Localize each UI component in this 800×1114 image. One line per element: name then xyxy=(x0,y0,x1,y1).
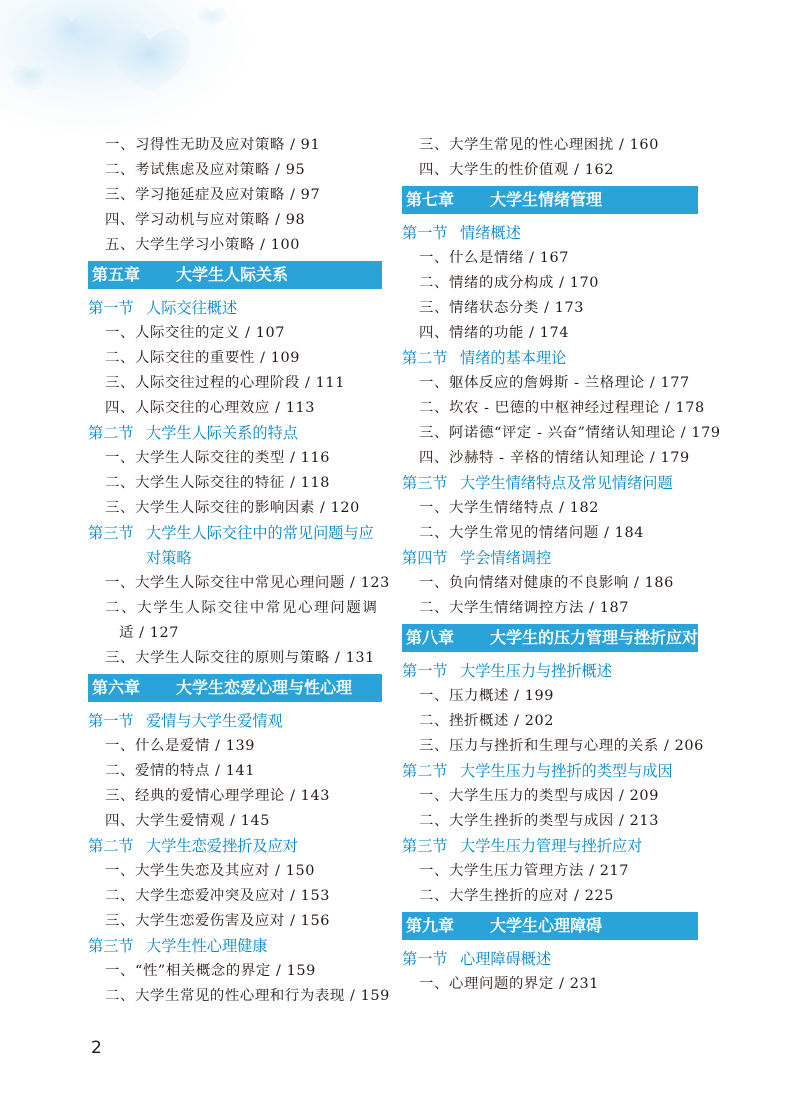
section-number: 第一节 xyxy=(88,299,134,317)
section-heading[interactable] xyxy=(402,659,698,684)
toc-right-column xyxy=(402,133,721,997)
toc-entry[interactable]: 二、大学生挫折的类型与成因 / 213 xyxy=(419,813,659,829)
chapter-heading-6[interactable] xyxy=(88,671,382,709)
toc-entry[interactable]: 一、压力概述 / 199 xyxy=(419,688,555,704)
chapter-heading-5[interactable] xyxy=(88,258,382,296)
section-heading[interactable] xyxy=(402,759,698,784)
section-title: 情绪概述 xyxy=(460,224,521,242)
section-title: 大学生情绪特点及常见情绪问题 xyxy=(460,474,673,492)
chapter-heading-9[interactable] xyxy=(402,909,698,947)
toc-entry[interactable]: 二、大学生挫折的应对 / 225 xyxy=(419,888,614,904)
toc-entry[interactable]: 一、大学生压力管理方法 / 217 xyxy=(419,863,629,879)
toc-entry[interactable]: 三、大学生常见的性心理困扰 / 160 xyxy=(419,137,659,153)
section-heading[interactable] xyxy=(88,934,382,959)
section-number: 第二节 xyxy=(88,837,134,855)
chapter-bar xyxy=(402,912,698,940)
toc-entry[interactable]: 一、什么是爱情 / 139 xyxy=(105,738,255,754)
toc-entry[interactable]: 三、大学生人际交往的原则与策略 / 131 xyxy=(105,650,375,666)
toc-entry[interactable]: 一、大学生情绪特点 / 182 xyxy=(419,500,599,516)
toc-entry[interactable]: 二、考试焦虑及应对策略 / 95 xyxy=(105,162,306,178)
toc-entry[interactable]: 一、什么是情绪 / 167 xyxy=(419,250,569,266)
section-title: 大学生压力管理与挫折应对 xyxy=(460,837,643,855)
section-title: 大学生人际关系的特点 xyxy=(146,424,298,442)
section-title: 学会情绪调控 xyxy=(460,549,552,567)
toc-entry[interactable]: 四、人际交往的心理效应 / 113 xyxy=(105,400,315,416)
section-heading[interactable] xyxy=(88,521,382,546)
section-title: 爱情与大学生爱情观 xyxy=(146,712,283,730)
section-number: 第三节 xyxy=(88,937,134,955)
section-heading[interactable] xyxy=(88,834,382,859)
toc-entry[interactable]: 三、经典的爱情心理学理论 / 143 xyxy=(105,788,330,804)
chapter-number: 第六章 xyxy=(92,678,141,697)
chapter-title: 大学生心理障碍 xyxy=(490,916,603,935)
chapter-title: 大学生的压力管理与挫折应对 xyxy=(490,628,699,647)
page-number: 2 xyxy=(91,1038,102,1058)
section-number: 第三节 xyxy=(88,524,134,542)
chapter-number: 第九章 xyxy=(406,916,455,935)
section-heading[interactable] xyxy=(402,947,698,972)
toc-entry[interactable]: 二、大学生常见的性心理和行为表现 / 159 xyxy=(105,988,390,1004)
toc-entry[interactable]: 二、大学生人际交往的特征 / 118 xyxy=(105,475,330,491)
section-heading[interactable] xyxy=(88,709,382,734)
section-title: 大学生人际交往中的常见问题与应 xyxy=(146,524,374,542)
toc-entry[interactable]: 二、大学生常见的情绪问题 / 184 xyxy=(419,525,644,541)
toc-entry[interactable]: 二、大学生恋爱冲突及应对 / 153 xyxy=(105,888,330,904)
section-title: 情绪的基本理论 xyxy=(460,349,567,367)
toc-entry[interactable]: 四、学习动机与应对策略 / 98 xyxy=(105,212,306,228)
section-number: 第一节 xyxy=(402,224,448,242)
chapter-heading-7[interactable] xyxy=(402,183,698,221)
chapter-bar xyxy=(88,674,382,702)
toc-entry[interactable]: 三、大学生人际交往的影响因素 / 120 xyxy=(105,500,360,516)
toc-entry[interactable]: 二、爱情的特点 / 141 xyxy=(105,763,255,779)
section-title: 人际交往概述 xyxy=(146,299,238,317)
chapter-bar xyxy=(402,624,698,652)
toc-entry[interactable]: 二、挫折概述 / 202 xyxy=(419,713,555,729)
toc-entry[interactable]: 一、“性”相关概念的界定 / 159 xyxy=(105,963,316,979)
toc-entry[interactable]: 一、习得性无助及应对策略 / 91 xyxy=(105,137,321,153)
section-number: 第一节 xyxy=(402,950,448,968)
section-number: 第二节 xyxy=(88,424,134,442)
section-number: 第一节 xyxy=(402,662,448,680)
toc-entry[interactable]: 一、大学生人际交往中常见心理问题 / 123 xyxy=(105,575,390,591)
toc-entry[interactable]: 一、心理问题的界定 / 231 xyxy=(419,976,599,992)
toc-entry[interactable]: 四、大学生爱情观 / 145 xyxy=(105,813,270,829)
chapter-title: 大学生人际关系 xyxy=(176,265,289,284)
toc-entry[interactable]: 四、大学生的性价值观 / 162 xyxy=(419,162,614,178)
section-heading[interactable] xyxy=(402,221,698,246)
toc-entry[interactable]: 三、学习拖延症及应对策略 / 97 xyxy=(105,187,321,203)
toc-entry[interactable]: 一、躯体反应的詹姆斯 - 兰格理论 / 177 xyxy=(419,375,690,391)
toc-entry-continuation[interactable]: 适 / 127 xyxy=(119,625,180,641)
chapter-title: 大学生情绪管理 xyxy=(490,190,603,209)
toc-entry[interactable]: 五、大学生学习小策略 / 100 xyxy=(105,237,300,253)
section-title: 大学生压力与挫折的类型与成因 xyxy=(460,762,673,780)
section-number: 第一节 xyxy=(88,712,134,730)
section-number: 第二节 xyxy=(402,349,448,367)
toc-entry[interactable]: 四、情绪的功能 / 174 xyxy=(419,325,569,341)
chapter-bar xyxy=(402,186,698,214)
toc-entry[interactable]: 一、大学生压力的类型与成因 / 209 xyxy=(419,788,659,804)
section-title: 大学生性心理健康 xyxy=(146,937,268,955)
chapter-bar xyxy=(88,261,382,289)
section-number: 第三节 xyxy=(402,837,448,855)
section-heading[interactable] xyxy=(402,834,698,859)
toc-entry[interactable]: 二、大学生人际交往中常见心理问题调 xyxy=(105,600,379,616)
toc-entry[interactable]: 三、阿诺德“评定 - 兴奋”情绪认知理论 / 179 xyxy=(419,425,721,441)
chapter-number: 第五章 xyxy=(92,265,141,284)
section-number: 第四节 xyxy=(402,549,448,567)
toc-entry[interactable]: 二、情绪的成分构成 / 170 xyxy=(419,275,599,291)
chapter-title: 大学生恋爱心理与性心理 xyxy=(176,678,353,697)
section-title: 大学生恋爱挫折及应对 xyxy=(146,837,298,855)
toc-entry[interactable]: 三、大学生恋爱伤害及应对 / 156 xyxy=(105,913,330,929)
toc-entry[interactable]: 二、大学生情绪调控方法 / 187 xyxy=(419,600,629,616)
section-heading[interactable] xyxy=(88,421,382,446)
section-number: 第二节 xyxy=(402,762,448,780)
toc-entry[interactable]: 二、坎农 - 巴德的中枢神经过程理论 / 178 xyxy=(419,400,705,416)
section-heading[interactable] xyxy=(402,471,698,496)
toc-entry[interactable]: 四、沙赫特 - 辛格的情绪认知理论 / 179 xyxy=(419,450,690,466)
chapter-number: 第八章 xyxy=(406,628,455,647)
toc-entry[interactable]: 一、大学生人际交往的类型 / 116 xyxy=(105,450,330,466)
toc-entry[interactable]: 三、人际交往过程的心理阶段 / 111 xyxy=(105,375,345,391)
section-heading[interactable] xyxy=(402,346,698,371)
toc-entry[interactable]: 一、负向情绪对健康的不良影响 / 186 xyxy=(419,575,674,591)
chapter-number: 第七章 xyxy=(406,190,455,209)
toc-entry[interactable]: 一、人际交往的定义 / 107 xyxy=(105,325,285,341)
toc-entry[interactable]: 二、人际交往的重要性 / 109 xyxy=(105,350,300,366)
toc-left-column xyxy=(88,133,390,1009)
toc-entry[interactable]: 三、压力与挫折和生理与心理的关系 / 206 xyxy=(419,738,704,754)
section-heading[interactable] xyxy=(402,546,698,571)
section-heading[interactable] xyxy=(88,296,382,321)
toc-entry[interactable]: 一、大学生失恋及其应对 / 150 xyxy=(105,863,315,879)
section-number: 第三节 xyxy=(402,474,448,492)
chapter-heading-8[interactable] xyxy=(402,621,698,659)
section-title-continuation[interactable]: 对策略 xyxy=(146,549,192,567)
toc-entry[interactable]: 三、情绪状态分类 / 173 xyxy=(419,300,584,316)
section-title: 心理障碍概述 xyxy=(460,950,552,968)
section-title: 大学生压力与挫折概述 xyxy=(460,662,612,680)
